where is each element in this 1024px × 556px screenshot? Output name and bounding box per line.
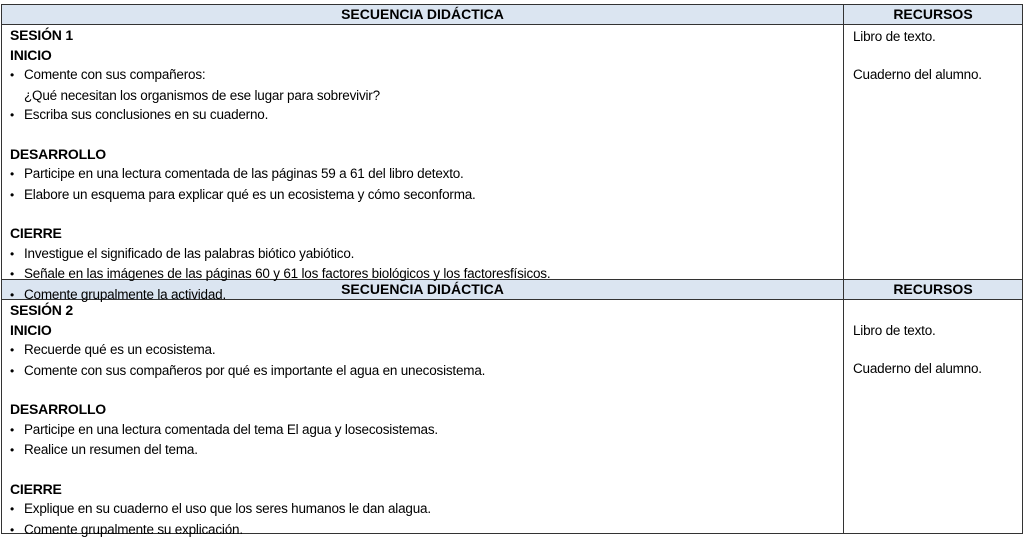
resource-item: Cuaderno del alumno. (853, 360, 982, 376)
session-title: SESIÓN 1 (10, 27, 73, 43)
lesson-plan-table (1, 4, 1023, 537)
table-header-row (2, 5, 1023, 25)
document-page (1, 4, 1022, 537)
list-item (10, 340, 835, 361)
list-item (10, 520, 835, 541)
session-content (2, 300, 844, 537)
cierre-heading: CIERRE (10, 480, 62, 497)
resource-item: Libro de texto. (853, 29, 936, 44)
bullet-icon: • (10, 422, 15, 437)
list-item (10, 361, 835, 382)
bullet-icon: • (10, 522, 15, 537)
header-secuencia: SECUENCIA DIDÁCTICA (2, 5, 844, 25)
list-item (10, 244, 835, 265)
list-item-text: Recuerde qué es un ecosistema. (24, 342, 216, 357)
bullet-icon: • (10, 167, 15, 181)
list-item-text: Comente grupalmente su explicación. (24, 521, 243, 537)
bullet-icon: • (10, 246, 15, 261)
list-item-text: Realice un resumen del tema. (24, 442, 198, 457)
desarrollo-heading: DESARROLLO (10, 401, 107, 417)
bullet-icon: • (10, 108, 15, 122)
list-item-text: Explique en su cuaderno el uso que los seres humanos le dan alagua. (24, 501, 431, 516)
list-item-continuation: ¿Qué necesitan los organismos de ese lugar para sobrevivir? (24, 87, 380, 103)
session-row (2, 25, 1023, 280)
bullet-icon: • (10, 68, 15, 82)
list-item-text: Participe en una lectura comentada de las páginas 59 a 61 del libro detexto. (24, 166, 464, 181)
session-resources (844, 300, 1023, 534)
list-item (10, 105, 835, 126)
resource-item: Libro de texto. (853, 323, 936, 338)
bullet-icon: • (10, 287, 15, 302)
resource-item: Cuaderno del alumno. (853, 66, 982, 82)
list-item (10, 164, 835, 185)
list-item-text: Elabore un esquema para explicar qué es un ecosistema y cómo seconforma. (24, 186, 476, 202)
list-item-text: Comente con sus compañeros: (24, 67, 206, 82)
inicio-heading: INICIO (10, 321, 52, 338)
session-row (2, 300, 1023, 534)
inicio-heading: INICIO (10, 46, 52, 63)
desarrollo-heading: DESARROLLO (10, 145, 107, 162)
bullet-icon: • (10, 443, 15, 457)
bullet-icon: • (10, 267, 15, 281)
header-recursos: RECURSOS (844, 5, 1023, 25)
cierre-heading: CIERRE (10, 225, 62, 241)
session-resources (844, 25, 1023, 280)
bullet-icon: • (10, 363, 15, 378)
list-item (10, 185, 835, 206)
session-title: SESIÓN 2 (10, 302, 73, 318)
bullet-icon: • (10, 343, 15, 357)
list-item (10, 440, 835, 461)
list-item-text: Investigue el significado de las palabras biótico yabiótico. (24, 245, 355, 261)
list-item-text: Señale en las imágenes de las páginas 60 y 61 los factores biológicos y los factoresfísicos. (24, 266, 551, 281)
list-item (10, 65, 835, 86)
list-item-text: Comente con sus compañeros por qué es importante el agua en unecosistema. (24, 362, 486, 378)
list-item-text: Comente grupalmente la actividad. (24, 286, 227, 302)
list-item (10, 420, 835, 441)
list-item-text: Participe en una lectura comentada del tema El agua y losecosistemas. (24, 421, 438, 437)
list-item-text: Escriba sus conclusiones en su cuaderno. (24, 107, 269, 122)
list-item (10, 499, 835, 520)
bullet-icon: • (10, 187, 15, 202)
bullet-icon: • (10, 502, 15, 516)
header-secuencia: SECUENCIA DIDÁCTICA (2, 280, 844, 300)
header-recursos: RECURSOS (844, 280, 1023, 300)
